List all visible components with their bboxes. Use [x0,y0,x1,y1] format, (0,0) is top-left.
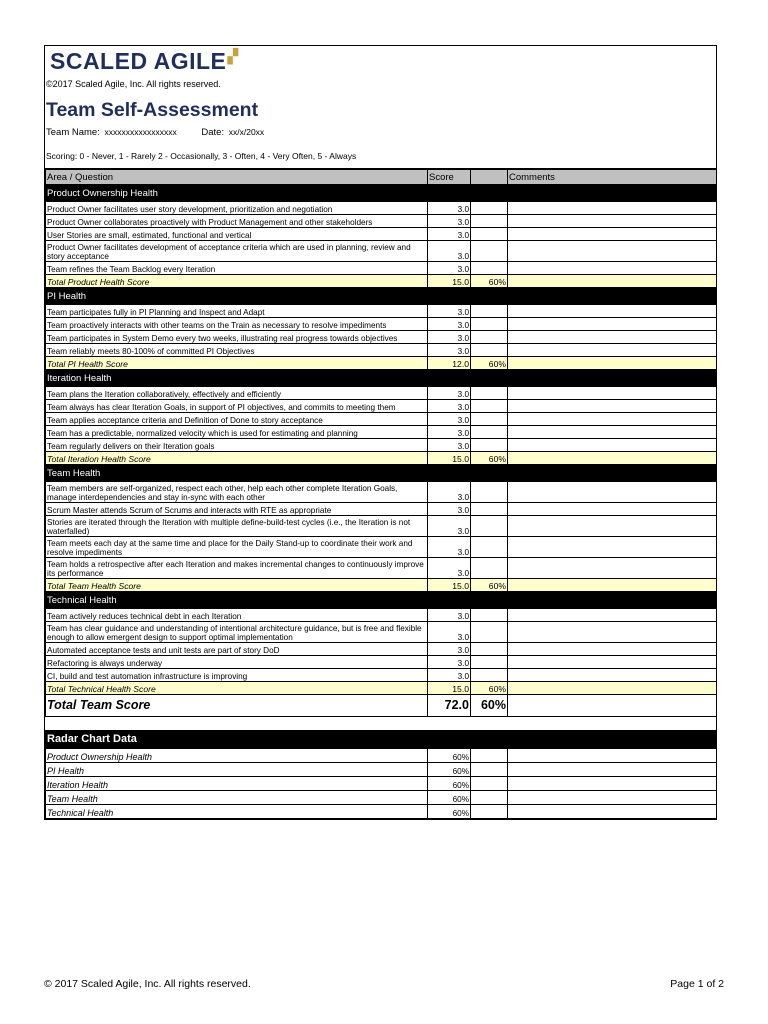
section-total-label: Total Iteration Health Score [46,452,428,465]
section-total-row [46,579,717,592]
header-copyright: ©2017 Scaled Agile, Inc. All rights reserved. [46,79,221,89]
section-total-label: Total PI Health Score [46,357,428,370]
question-text: Team participates fully in PI Planning and Inspect and Adapt [46,305,428,318]
section-total-comments [508,452,717,465]
section-header-row [46,288,717,305]
score-cell[interactable]: 3.0 [428,558,471,579]
percent-cell [471,439,508,452]
comments-cell[interactable] [508,656,717,669]
comments-cell[interactable] [508,262,717,275]
score-cell[interactable]: 3.0 [428,215,471,228]
date-label: Date: [201,127,225,138]
section-total-comments [508,357,717,370]
percent-cell [471,400,508,413]
radar-value: 60% [428,763,471,777]
comments-cell[interactable] [508,537,717,558]
logo-mark-icon: ▞ [227,48,239,64]
score-cell[interactable]: 3.0 [428,318,471,331]
comments-cell[interactable] [508,439,717,452]
question-text: Team has clear guidance and understanding of intentional architecture guidance, but is free and flexible enough to allow emergent design to support optimal implementation [46,622,428,643]
percent-cell [471,318,508,331]
percent-cell [471,656,508,669]
question-text: Scrum Master attends Scrum of Scrums and interacts with RTE as appropriate [46,503,428,516]
score-cell[interactable]: 3.0 [428,241,471,262]
col-area-question: Area / Question [46,170,428,185]
question-row [46,413,717,426]
radar-blank-2 [508,791,717,805]
question-row [46,482,717,503]
percent-cell [471,344,508,357]
question-row [46,643,717,656]
scoring-legend: Scoring: 0 - Never, 1 - Rarely 2 - Occasionally, 3 - Often, 4 - Very Often, 5 - Always [46,151,357,161]
comments-cell[interactable] [508,558,717,579]
footer-copyright: © 2017 Scaled Agile, Inc. All rights reserved. [44,978,251,990]
assessment-sheet [44,45,717,820]
question-text: Refactoring is always underway [46,656,428,669]
question-row [46,656,717,669]
radar-label: Product Ownership Health [46,749,428,763]
radar-row [46,777,717,791]
grand-total-label: Total Team Score [46,695,428,717]
section-total-comments [508,579,717,592]
radar-blank-2 [508,805,717,819]
question-text: User Stories are small, estimated, functional and vertical [46,228,428,241]
question-row [46,331,717,344]
score-cell[interactable]: 3.0 [428,609,471,622]
section-total-percent: 60% [471,579,508,592]
score-cell[interactable]: 3.0 [428,643,471,656]
question-text: Automated acceptance tests and unit tests are part of story DoD [46,643,428,656]
comments-cell[interactable] [508,305,717,318]
comments-cell[interactable] [508,622,717,643]
radar-header-row [46,731,717,749]
percent-cell [471,558,508,579]
question-row [46,202,717,215]
question-row [46,439,717,452]
grand-total-percent: 60% [471,695,508,717]
comments-cell[interactable] [508,400,717,413]
radar-value: 60% [428,777,471,791]
radar-blank-2 [508,749,717,763]
question-text: Stories are iterated through the Iteration with multiple define-build-test cycles (i.e., the Iteration is not waterfalled) [46,516,428,537]
radar-value: 60% [428,791,471,805]
question-text: Team refines the Team Backlog every Iteration [46,262,428,275]
comments-cell[interactable] [508,228,717,241]
team-name-line [46,127,264,138]
percent-cell [471,426,508,439]
question-text: Team regularly delivers on their Iteration goals [46,439,428,452]
comments-cell[interactable] [508,516,717,537]
section-header-row [46,592,717,609]
radar-label: PI Health [46,763,428,777]
question-text: Team members are self-organized, respect each other, help each other complete Iteration Goals, manage interdependencies and stay in-sync with each other [46,482,428,503]
section-header-row [46,185,717,202]
radar-label: Team Health [46,791,428,805]
radar-blank-1 [471,749,508,763]
score-cell[interactable]: 3.0 [428,344,471,357]
percent-cell [471,202,508,215]
radar-label: Technical Health [46,805,428,819]
percent-cell [471,537,508,558]
question-row [46,318,717,331]
comments-cell[interactable] [508,387,717,400]
percent-cell [471,413,508,426]
section-total-row [46,452,717,465]
score-cell[interactable]: 3.0 [428,305,471,318]
page-number: Page 1 of 2 [670,978,724,990]
question-text: Team applies acceptance criteria and Definition of Done to story acceptance [46,413,428,426]
section-title: PI Health [46,288,717,305]
section-total-label: Total Technical Health Score [46,682,428,695]
score-cell[interactable]: 3.0 [428,426,471,439]
section-total-row [46,275,717,288]
question-text: Product Owner facilitates user story development, prioritization and negotiation [46,202,428,215]
question-text: Team plans the Iteration collaboratively, effectively and efficiently [46,387,428,400]
col-score: Score [428,170,471,185]
team-name-label: Team Name: [46,127,100,138]
section-total-percent: 60% [471,357,508,370]
comments-cell[interactable] [508,241,717,262]
comments-cell[interactable] [508,215,717,228]
question-row [46,537,717,558]
comments-cell[interactable] [508,202,717,215]
grand-total-score: 72.0 [428,695,471,717]
table-header-row [46,170,717,185]
radar-label: Iteration Health [46,777,428,791]
question-row [46,516,717,537]
percent-cell [471,387,508,400]
radar-row [46,763,717,777]
radar-blank-2 [508,777,717,791]
assessment-table-body [46,170,717,819]
score-cell[interactable]: 3.0 [428,516,471,537]
percent-cell [471,516,508,537]
page-title: Team Self-Assessment [46,99,259,121]
comments-cell[interactable] [508,318,717,331]
section-total-comments [508,682,717,695]
spacer-row [46,717,717,731]
score-cell[interactable]: 3.0 [428,439,471,452]
radar-blank-1 [471,777,508,791]
radar-value: 60% [428,805,471,819]
question-row [46,228,717,241]
section-total-percent: 60% [471,452,508,465]
question-text: Product Owner facilitates development of acceptance criteria which are used in planning, review and story acceptance [46,241,428,262]
comments-cell[interactable] [508,482,717,503]
question-row [46,262,717,275]
score-cell[interactable]: 3.0 [428,537,471,558]
question-text: Team always has clear Iteration Goals, in support of PI objectives, and commits to meeting them [46,400,428,413]
percent-cell [471,215,508,228]
radar-value: 60% [428,749,471,763]
section-total-percent: 60% [471,682,508,695]
section-title: Product Ownership Health [46,185,717,202]
col-percent [471,170,508,185]
percent-cell [471,643,508,656]
question-text: Team has a predictable, normalized velocity which is used for estimating and planning [46,426,428,439]
percent-cell [471,228,508,241]
col-comments: Comments [508,170,717,185]
question-text: CI, build and test automation infrastructure is improving [46,669,428,682]
question-row [46,305,717,318]
grand-total-row [46,695,717,717]
section-total-row [46,357,717,370]
comments-cell[interactable] [508,643,717,656]
section-title: Iteration Health [46,370,717,387]
section-total-score: 15.0 [428,275,471,288]
radar-title: Radar Chart Data [46,731,717,749]
comments-cell[interactable] [508,344,717,357]
question-row [46,503,717,516]
percent-cell [471,482,508,503]
percent-cell [471,669,508,682]
grand-total-comments [508,695,717,717]
question-row [46,426,717,439]
section-total-label: Total Team Health Score [46,579,428,592]
sheet-header [45,46,716,169]
question-row [46,609,717,622]
score-cell[interactable]: 3.0 [428,202,471,215]
scaled-agile-logo: SCALED AGILE▞ [50,48,239,74]
assessment-table [45,169,717,819]
radar-row [46,749,717,763]
section-total-score: 12.0 [428,357,471,370]
comments-cell[interactable] [508,331,717,344]
section-total-comments [508,275,717,288]
comments-cell[interactable] [508,669,717,682]
question-text: Product Owner collaborates proactively with Product Management and other stakeholders [46,215,428,228]
percent-cell [471,241,508,262]
question-row [46,622,717,643]
section-title: Technical Health [46,592,717,609]
question-row [46,558,717,579]
spacer-cell [46,717,717,731]
score-cell[interactable]: 3.0 [428,262,471,275]
percent-cell [471,305,508,318]
score-cell[interactable]: 3.0 [428,413,471,426]
section-header-row [46,465,717,482]
score-cell[interactable]: 3.0 [428,387,471,400]
score-cell[interactable]: 3.0 [428,669,471,682]
score-cell[interactable]: 3.0 [428,503,471,516]
question-text: Team participates in System Demo every two weeks, illustrating real progress towards objectives [46,331,428,344]
score-cell[interactable]: 3.0 [428,331,471,344]
score-cell[interactable]: 3.0 [428,228,471,241]
question-text: Team proactively interacts with other teams on the Train as necessary to resolve impediments [46,318,428,331]
section-total-label: Total Product Health Score [46,275,428,288]
question-row [46,215,717,228]
question-row [46,669,717,682]
score-cell[interactable]: 3.0 [428,656,471,669]
question-text: Team holds a retrospective after each Iteration and makes incremental changes to continuously improve its performance [46,558,428,579]
score-cell[interactable]: 3.0 [428,482,471,503]
question-row [46,241,717,262]
percent-cell [471,622,508,643]
question-row [46,387,717,400]
percent-cell [471,503,508,516]
question-text: Team actively reduces technical debt in each Iteration [46,609,428,622]
score-cell[interactable]: 3.0 [428,622,471,643]
radar-blank-1 [471,805,508,819]
section-header-row [46,370,717,387]
section-total-row [46,682,717,695]
percent-cell [471,262,508,275]
comments-cell[interactable] [508,413,717,426]
percent-cell [471,609,508,622]
question-row [46,344,717,357]
comments-cell[interactable] [508,609,717,622]
question-text: Team meets each day at the same time and place for the Daily Stand-up to coordinate their work and resolve impediments [46,537,428,558]
section-title: Team Health [46,465,717,482]
section-total-percent: 60% [471,275,508,288]
question-row [46,400,717,413]
radar-blank-1 [471,791,508,805]
radar-blank-2 [508,763,717,777]
team-name-value[interactable]: xxxxxxxxxxxxxxxxx [104,127,177,137]
comments-cell[interactable] [508,503,717,516]
section-total-score: 15.0 [428,682,471,695]
section-total-score: 15.0 [428,579,471,592]
radar-row [46,791,717,805]
comments-cell[interactable] [508,426,717,439]
score-cell[interactable]: 3.0 [428,400,471,413]
section-total-score: 15.0 [428,452,471,465]
percent-cell [471,331,508,344]
radar-row [46,805,717,819]
question-text: Team reliably meets 80-100% of committed PI Objectives [46,344,428,357]
date-value[interactable]: xx/x/20xx [228,127,265,137]
radar-blank-1 [471,763,508,777]
